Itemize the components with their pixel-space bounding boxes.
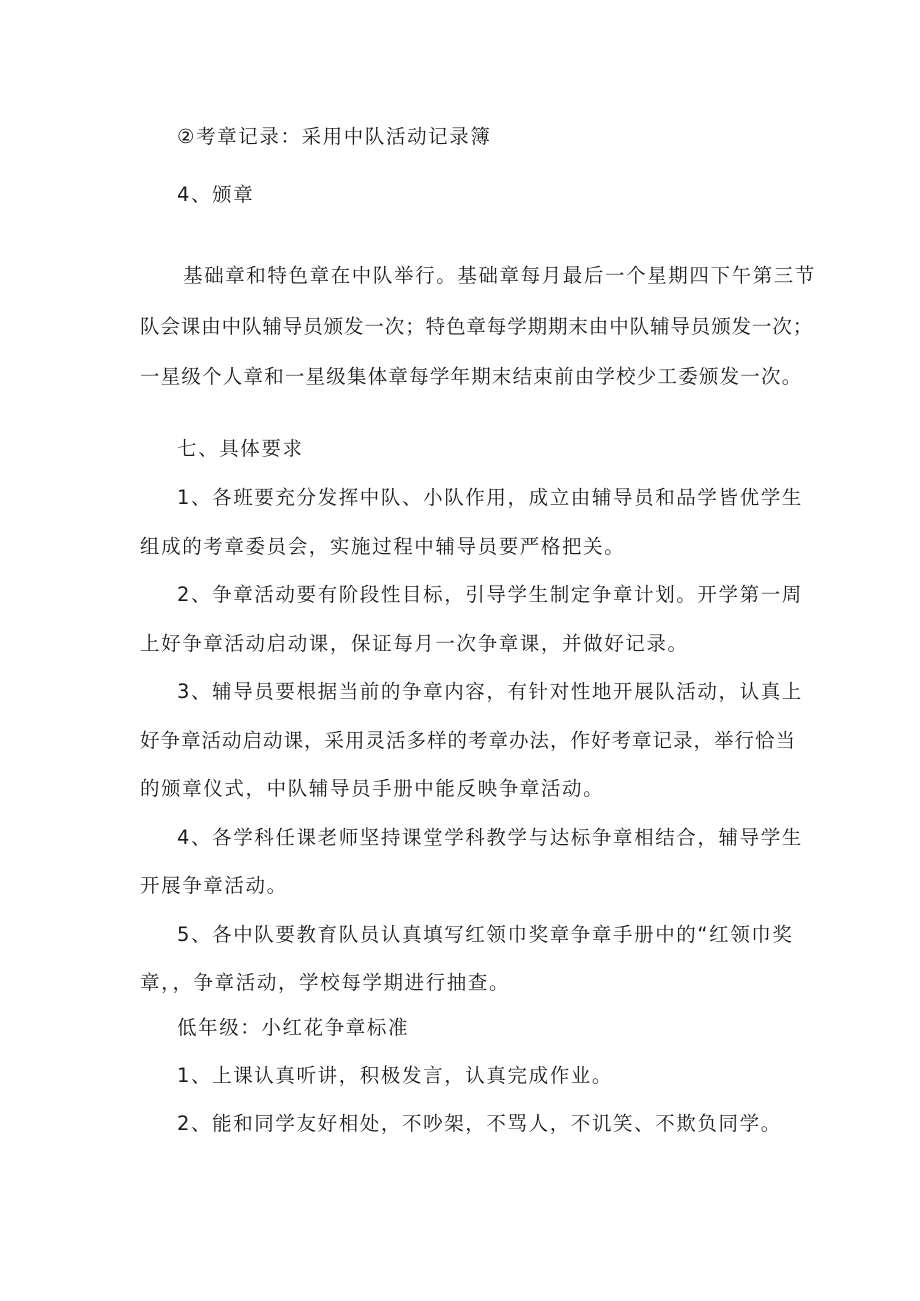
text-line: 4、颁章 [177,183,255,206]
subheading: 低年级：小红花争章标准 [177,1016,410,1039]
text-line: 3、辅导员要根据当前的争章内容，有针对性地开展队活动，认真上 [177,680,803,703]
text-line: ②考章记录：采用中队活动记录簿 [177,125,492,148]
text-line: 开展争章活动。 [140,874,288,897]
text-line: 5、各中队要教育队员认真填写红领巾奖章争章手册中的“红领巾奖 [177,923,794,946]
text-line: 章，，争章活动，学校每学期进行抽查。 [140,971,511,994]
text-line: 组成的考章委员会，实施过程中辅导员要严格把关。 [140,535,626,558]
text-line: 4、各学科任课老师坚持课堂学科教学与达标争章相结合，辅导学生 [177,826,803,849]
text-line: 好争章活动启动课，采用灵活多样的考章办法，作好考章记录，举行恰当 [140,729,797,752]
text-line: 的颁章仪式，中队辅导员手册中能反映争章活动。 [140,777,605,800]
text-line: 2、能和同学友好相处，不吵架，不骂人，不讥笑、不欺负同学。 [177,1112,782,1135]
text-line: 2、争章活动要有阶段性目标，引导学生制定争章计划。开学第一周 [177,583,803,606]
text-line: 1、各班要充分发挥中队、小队作用，成立由辅导员和品学皆优学生 [177,486,803,509]
text-line: 队会课由中队辅导员颁发一次；特色章每学期期末由中队辅导员颁发一次； [140,315,814,338]
text-line: 上好争章活动启动课，保证每月一次争章课，并做好记录。 [140,632,689,655]
text-line: 1、上课认真听讲，积极发言，认真完成作业。 [177,1064,614,1087]
text-line: 基础章和特色章在中队举行。基础章每月最后一个星期四下午第三节 [183,264,817,287]
text-line: 一星级个人章和一星级集体章每学年期末结束前由学校少工委颁发一次。 [140,365,803,388]
section-heading: 七、具体要求 [177,437,304,460]
